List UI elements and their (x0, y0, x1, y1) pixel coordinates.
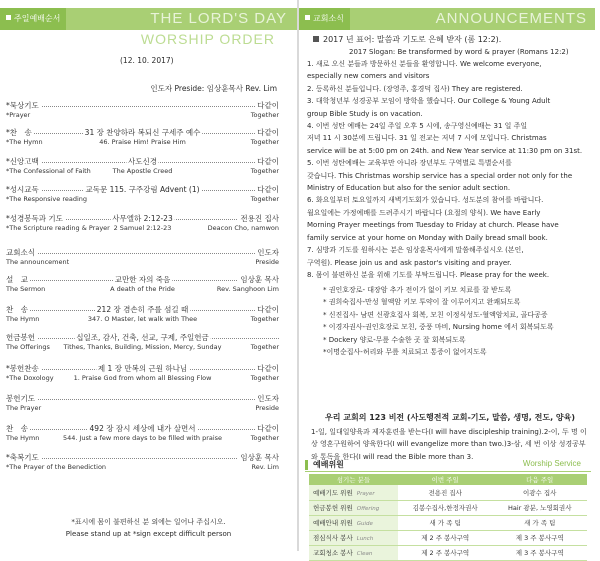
order-title: 설 교 (6, 275, 28, 284)
order-item (6, 274, 279, 296)
order-title: 찬 송 (6, 305, 28, 314)
worship-date: (12. 10. 2017) (120, 56, 174, 65)
announcement-line: 저녁 11 시 30분에 드립니다. 31 일 전교는 저녁 7 시에 모입니다. Christmas (307, 134, 547, 143)
order-line-en (6, 195, 279, 204)
order-line-ko (6, 213, 279, 223)
order-title: *묵상기도 (6, 101, 39, 110)
announcement-line: Ministry of Education but also for the senior adult section. (307, 184, 511, 193)
order-title: *신앙고백 (6, 157, 39, 166)
order-item (6, 127, 279, 149)
order-line-en (6, 463, 279, 472)
role-cell (309, 500, 398, 515)
order-line-en (6, 404, 279, 413)
order-line-ko (6, 423, 279, 433)
table-row (309, 515, 587, 530)
order-line-ko (6, 274, 279, 284)
column-header: 이번 주일 (398, 474, 493, 485)
announcement-line: 1. 새로 오신 분들과 방문하신 분들을 환영합니다. We welcome everyone, (307, 60, 542, 68)
next-week-cell: 제 3 주 봉사구역 (492, 545, 587, 560)
role-name-en: Lunch (356, 536, 374, 542)
order-title-en: The Sermon (6, 285, 46, 293)
header-bar (0, 8, 297, 30)
banner-subtitle: WORSHIP ORDER (140, 31, 275, 47)
order-item (6, 363, 279, 385)
role-cell (309, 545, 398, 560)
prayer-request: * 권인호장로- 대장암 추가 전이가 없이 키모 치료를 잘 받도록 (323, 286, 512, 294)
worship-service-title-en: Worship Service (522, 459, 581, 468)
order-line-en (6, 315, 279, 324)
worship-service-table (309, 474, 587, 561)
announcement-line: 갖습니다. This Christmas worship service has a special order not only for the (307, 171, 573, 180)
order-title: *성시교독 (6, 185, 39, 194)
order-leader: 다같이 (257, 364, 279, 373)
order-line-ko (6, 332, 279, 342)
order-item (6, 100, 279, 122)
order-line-ko (6, 127, 279, 137)
order-detail-en: 544. Just a few more days to be filled with praise (62, 434, 223, 442)
order-detail: 교만한 자의 죽음 (114, 275, 171, 284)
announcement-list (307, 58, 594, 281)
order-line-en (6, 374, 279, 383)
announcement-line: family service at your home on Monday with Daily bread small book. (307, 233, 548, 242)
this-week-cell: 새 가 족 팀 (398, 515, 493, 530)
order-line-ko (6, 184, 279, 194)
standing-note-en: Please stand up at *sign except difficult person (65, 530, 232, 538)
this-week-cell: 김봉수집사,한정자권사 (398, 500, 493, 515)
order-line-en (6, 258, 279, 267)
role-cell (309, 515, 398, 530)
next-week-cell: 제 3 주 봉사구역 (492, 530, 587, 545)
worship-service-header (305, 458, 591, 472)
order-leader-en: Together (250, 138, 279, 146)
announcements-page (299, 0, 600, 557)
prayer-request-list (307, 284, 594, 358)
order-title-en: *The Doxology (6, 374, 54, 382)
prayer-request: *이명순집사-허리와 무릎 치료되고 통증이 없어지도록 (323, 348, 487, 357)
order-detail-en: A death of the Pride (110, 285, 175, 293)
order-title-en: The announcement (6, 258, 70, 266)
order-item (6, 156, 279, 178)
order-leader: 다같이 (257, 128, 279, 137)
order-item (6, 247, 279, 269)
role-name-en: Prayer (356, 490, 375, 497)
next-week-cell: 이광수 집사 (492, 485, 587, 500)
order-leader-en: Preside (255, 404, 279, 412)
role-name-en: Clean (356, 551, 373, 557)
presider: 인도자 Preside: 임상훈목사 Rev. Lim (150, 84, 277, 93)
order-leader-en: Together (250, 195, 279, 203)
order-title: 헌금봉헌 (6, 333, 35, 342)
order-line-ko (6, 304, 279, 314)
prayer-request: * 이경자권사-권인호장로 모친, 중풍 마비, Nursing home 에서 회복되도록 (323, 323, 554, 332)
order-title-en: The Offerings (6, 343, 50, 351)
banner-title: ANNOUNCEMENTS (435, 10, 587, 27)
order-leader-en: Together (250, 111, 279, 119)
this-week-cell: 전용진 집사 (398, 485, 493, 500)
order-item (6, 332, 279, 354)
slogan (313, 34, 501, 45)
section-tag (0, 8, 66, 30)
header-bar (299, 8, 595, 30)
order-title: 교회소식 (6, 248, 35, 257)
order-detail: 사무엘하 2:12-23 (112, 214, 173, 223)
order-line-ko (6, 247, 279, 257)
role-name: 헌금봉헌 위원 (313, 504, 353, 512)
this-week-cell: 제 2 주 봉사구역 (398, 545, 493, 560)
order-detail: 31 장 찬양하라 복되신 구세주 예수 (84, 128, 201, 137)
table-header-row (309, 474, 587, 485)
role-name: 예배기도 위원 (313, 488, 353, 497)
order-title-en: *Prayer (6, 111, 31, 119)
column-header: 다음 주일 (492, 474, 587, 485)
order-detail-en: 1. Praise God from whom all Blessing Flow (73, 374, 212, 382)
dotted-leader (6, 399, 279, 400)
order-detail-en: 2 Samuel 2:12-23 (113, 224, 172, 232)
order-leader: 다같이 (257, 305, 279, 314)
table-row (309, 545, 587, 560)
prayer-request: * 신진집사- 남편 신광호집사 회복, 모친 이정식성도-혈액암치료, 골다공증 (323, 310, 548, 319)
order-detail-en: The Apostle Creed (112, 167, 173, 175)
order-line-ko (6, 393, 279, 403)
order-leader: 인도자 (257, 394, 279, 403)
announcement-line: Morning Prayer meetings from Tuesday to Friday at church. Please have (307, 221, 559, 230)
order-detail: 십일조, 감사, 건축, 선교, 구제, 주일헌금 (76, 333, 209, 342)
table-row (309, 485, 587, 500)
vision-item: 3-삼, 세 번 이상 성경공부와 통독을 한다(I will read the Bible more than 3. (311, 440, 586, 461)
section-tag (299, 8, 350, 30)
role-name-en: Offering (356, 506, 380, 512)
announcement-line: 4. 이번 성탄 예배는 24일 주일 오후 5 시에, 송구영신예배는 31 일 주일 (307, 122, 528, 131)
order-leader: 임상훈 목사 (240, 453, 279, 462)
order-title-en: *The Prayer of the Benediction (6, 463, 107, 471)
prayer-request: * Dockery 양로-무릎 수술한 곳 잘 회복되도록 (323, 335, 466, 344)
order-leader: 다같이 (257, 185, 279, 194)
order-leader: 인도자 (257, 248, 279, 257)
announcement-line: 3. 대학청년부 성경공부 모임이 방학을 했습니다. Our College & Young Adult (307, 97, 551, 106)
order-detail: 제 1 장 만복의 근원 하나님 (97, 364, 188, 373)
announcement-line: 2. 등록하신 분들입니다. (장영주, 홍경덕 집사) They are registered. (307, 84, 523, 93)
order-line-en (6, 285, 279, 294)
next-week-cell: Hair 광분, 노영회권사 (492, 500, 587, 515)
table-row (309, 530, 587, 545)
order-title: *찬 송 (6, 128, 32, 137)
banner-title: THE LORD'S DAY (150, 10, 287, 27)
order-title-en: The Hymn (6, 315, 40, 323)
announcement-line: 구역원). Please join us and ask pastor's visiting and prayer. (307, 258, 512, 267)
order-title-en: *The Scripture reading & Prayer (6, 224, 110, 232)
vision-item: 2-이, 두 명 이상 영혼구원하여 양육한다(I will evangelize more than two.) (311, 428, 587, 449)
order-item (6, 452, 279, 474)
order-title: *축복기도 (6, 453, 39, 462)
order-title-en: *The Hymn (6, 138, 43, 146)
order-title: 봉헌기도 (6, 394, 35, 403)
order-leader-en: Together (250, 434, 279, 442)
role-cell (309, 530, 398, 545)
section-tag-label: 교회소식 (313, 14, 344, 23)
section-tag-label: 주일예배순서 (14, 14, 61, 23)
order-detail: 사도신경 (128, 157, 157, 166)
slogan-english: 2017 Slogan: Be transformed by word & prayer (Romans 12:2) (349, 48, 569, 56)
square-bullet-icon (313, 36, 319, 42)
order-leader: 다같이 (257, 157, 279, 166)
order-item (6, 393, 279, 415)
order-line-en (6, 434, 279, 443)
order-detail-en: 46. Praise Him! Praise Him (99, 138, 186, 146)
this-week-cell: 제 2 주 봉사구역 (398, 530, 493, 545)
column-header: 섬기는 분들 (309, 474, 398, 485)
role-name-en: Guide (356, 521, 373, 527)
order-leader-en: Together (250, 343, 279, 351)
table-row (309, 500, 587, 515)
dotted-leader (6, 106, 279, 107)
vision-title: 우리 교회의 123 비전 (사도행전적 교회-기도, 말씀, 생명, 전도, 양육) (325, 413, 576, 422)
role-name: 교회청소 봉사 (313, 549, 353, 557)
vision-item: 1-일, 일대일양육과 제자훈련을 받는다(I will have discipleship training). (311, 428, 544, 436)
worship-order-page (0, 0, 297, 551)
role-name: 예배안내 위원 (313, 519, 353, 527)
announcement-line: 5. 이번 성탄예배는 교육부만 아니라 장년부도 구역별로 특별순서를 (307, 159, 512, 168)
order-line-ko (6, 100, 279, 110)
order-line-en (6, 167, 279, 176)
announcement-line: group Bible Study is on vacation. (307, 109, 423, 118)
slogan-text: 2017 년 표어: 말씀과 기도로 은혜 받자 (롬 12:2). (323, 35, 502, 44)
order-title: *봉헌찬송 (6, 364, 39, 373)
order-detail-en: Tithes, Thanks, Building, Mission, Mercy, Sunday (63, 343, 222, 351)
order-leader-en: Together (250, 374, 279, 382)
role-name: 점심식사 봉사 (313, 534, 353, 542)
order-leader-en: Together (250, 167, 279, 175)
order-line-ko (6, 363, 279, 373)
announcement-line: 7. 심방과 기도를 원하시는 분은 임상훈목사에게 말씀해주십시오 (본인, (307, 246, 524, 255)
order-title: 찬 송 (6, 424, 28, 433)
order-item (6, 423, 279, 445)
order-detail: 492 장 잠시 세상에 내가 살면서 (89, 424, 196, 433)
order-line-ko (6, 156, 279, 166)
worship-service-title: 예배위원 (313, 460, 344, 469)
order-item (6, 184, 279, 206)
worship-service-body (309, 485, 587, 560)
order-leader: 다같이 (257, 424, 279, 433)
order-leader-en: Deacon Cho, namwon (207, 224, 279, 232)
order-title-en: *The Confessional of Faith (6, 167, 91, 175)
order-detail: 212 장 겸손히 주를 섬길 때 (96, 305, 189, 314)
order-line-en (6, 343, 279, 352)
next-week-cell: 새 가 족 팀 (492, 515, 587, 530)
role-cell (309, 485, 398, 500)
order-item (6, 213, 279, 235)
announcement-line: 8. 몸이 불편하신 분을 위해 기도를 부탁드립니다. Please pray for the week. (307, 270, 550, 279)
order-line-en (6, 138, 279, 147)
order-item (6, 304, 279, 326)
order-leader-en: Rev. Lim (251, 463, 279, 471)
order-leader: 다같이 (257, 101, 279, 110)
order-title-en: The Prayer (6, 404, 42, 412)
order-leader: 전용진 집사 (240, 214, 279, 223)
prayer-request: * 권희숙집사-만성 혈액암 키모 투약이 잘 이루어지고 완쾌되도록 (323, 298, 521, 307)
order-line-ko (6, 452, 279, 462)
order-leader-en: Rev. Sanghoon Lim (216, 285, 279, 293)
order-detail: 교독문 115. 구주강림 Advent (1) (85, 185, 200, 194)
order-title: *성경봉독과 기도 (6, 214, 63, 223)
order-leader-en: Preside (255, 258, 279, 266)
dotted-leader (6, 253, 279, 254)
announcement-line: service will be at 5:00 pm on 24th. and New Year service at 11:30 pm on 31st. (307, 146, 583, 155)
order-leader: 임상훈 목사 (240, 275, 279, 284)
order-leader-en: Together (250, 315, 279, 323)
order-title-en: *The Responsive reading (6, 195, 88, 203)
order-line-en (6, 111, 279, 120)
order-title-en: The Hymn (6, 434, 40, 442)
announcement-line: especially new comers and visitors (307, 72, 430, 81)
accent-bar (305, 460, 308, 470)
announcement-line: 6. 화요일부터 토요일까지 새벽기도회가 있습니다. 성도분의 참여를 바랍니다. (307, 196, 544, 205)
order-detail-en: 347. O Master, let walk with Thee (87, 315, 198, 323)
standing-note-ko: *표시에 몸이 불편하신 분 외에는 일어나 주십시오. (71, 518, 226, 526)
announcement-line: 월요일에는 가정예배를 드려주시기 바랍니다 (요절의 양식). We have Early (307, 208, 541, 217)
order-line-en (6, 224, 279, 233)
